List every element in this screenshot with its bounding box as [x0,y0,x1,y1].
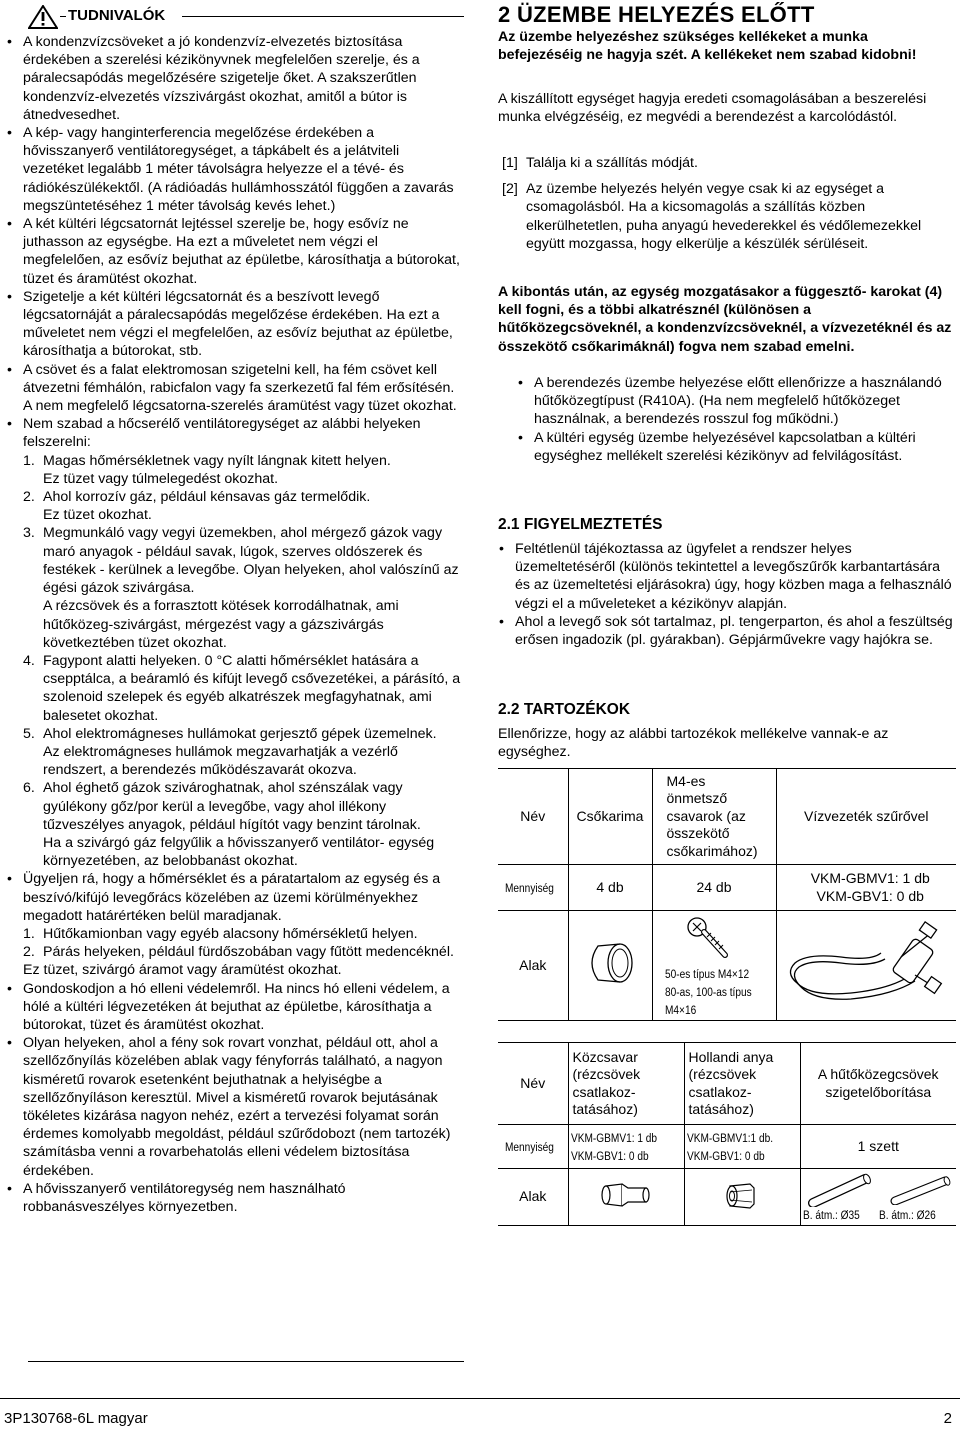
step-item: [2] Az üzembe helyezés helyén vegye csak ki az egységet a csomagolásból. Ha a kicsomagolás a szállítás közben elkerülhetetlen, puha anyagú hevederekkel és védőlemezekkel együtt mozgassa, hogy elkerülje a készülék sérüléseit. [502,181,922,252]
cell-shape-1 [568,1169,684,1226]
list-item: • Olyan helyeken, ahol a fény sok rovart vonzhat, például ott, ahol a szellőzőnyílás közelében ablak vagy fényforrás található, a nagyon kisméretű rovarok esetenként bejuthatnak a helyiségbe a szellőzőnyíláson keresztül. Mivel a kisméretű rovarok bejutásának tökéletes kizárása nagyon nehéz, ezért a tervezési folyamat során érdemes komolyabb megoldást, például szűrődobozt (nem tartozék) számításba venni a rovarbehatolás elleni védelem biztosítása érdekében. [7,1035,451,1179]
screw-notes: 50-es típus M4×12 80-as, 100-as típus M4×16 [664,969,752,1017]
tube-note-35: B. átm.: Ø35 [802,1210,860,1222]
cell-qty-2: VKM-GBMV1:1 db. VKM-GBV1: 0 db [684,1125,800,1169]
list-item: • Ügyeljen rá, hogy a hőmérséklet és a páratartalom az egység és a beszívó/kifújó levegőrács közelében az üzemi körülményekhez megadott határértéken belül maradjanak. [7,871,441,924]
section-21-title: 2.1 FIGYELMEZTETÉS [498,516,663,533]
care-outro: Ez tüzet, szivárgó áramot vagy áramütést okozhat. [23,962,342,979]
section-2-title: 2 ÜZEMBE HELYEZÉS ELŐTT [498,2,815,27]
list-item: • A kültéri egység üzembe helyezésével kapcsolatban a kültéri egységhez mellékelt szerelési kézikönyv ad felvilágosítást. [518,429,916,464]
cell-shape-1 [568,911,652,1021]
cell-name-3: A hűtőközegcsövek szigetelőborítása [800,1043,956,1125]
warning-list [6,33,462,1216]
cell-qty-1: VKM-GBMV1: 1 db VKM-GBV1: 0 db [568,1125,684,1169]
list-item: • Szigetelje a két kültéri légcsatornát és a beszívott levegő légcsatornáját a páralecsapódás megelőzése érdekében. Ha ezt a műveletet nem végzi el megfelelően, az esővíz bejuthat az épületbe, károsíthatja a bútorokat, stb. [7,288,453,360]
numbered-item: 3. Megmunkáló vagy vegyi üzemekben, ahol mérgező gázok vagy maró anyagok - például savak, lúgok, szerves oldószerek és festékek - kerülnek a levegőbe. Olyan helyeken, ahol valószínű az égési gázok szivárgása. A rézcsövek és a forrasztott kötések korrodálhatnak, ami hűtőközeg-szivárgást, mérgezést vagy a gázszivárgás következtében tüzet okozhat. [23,525,459,651]
list-item: • Feltétlenül tájékoztassa az ügyfelet a rendszer helyes üzemeltetéséről (különös tekintettel a levegőszűrők karbantartására és az üzemeltetési eljárásokra) úgy, hogy közben maga a felhasználó végzi el a műveleteket a kézikönyv alapján. [499,541,952,612]
warning-bottom-rule [28,1361,464,1362]
insulation-tube-icon [807,1173,877,1207]
numbered-list [6,925,462,961]
header-rule-left [60,16,66,17]
tube-note-26: B. átm.: Ø26 [878,1210,936,1222]
cell-name-1: Közcsavar (rézcsövek csatlakoz-tatásához) [568,1043,684,1125]
numbered-item: 2. Párás helyeken, például fürdőszobában vagy fűtött medencéknél. [23,944,454,961]
list-item: • A két kültéri légcsatornát lejtéssel szerelje be, hogy esővíz ne juthasson az egységbe. Ha ezt a műveletet nem végzi el megfelelően, az esővíz bejuthat az épületbe, károsíthatja a bútorokat, tüzet és áramütést okozhat. [7,216,460,287]
section-2-bullets [498,374,954,465]
list-item: • A kép- vagy hanginterferencia megelőzése érdekében a hővisszanyerő ventilátoregységet, a tápkábelt és a jelátviteli vezetéket legalább 1 méter távolságra helyezze el a tévé- és rádiókészülékektől. (A rádióadás hullámhosszától függően a zavarás megszüntetéséhez 1 méter távolság kevés lehet.) [7,125,454,214]
row-label-qty: Mennyiség [498,865,568,911]
list-item: • A csövet és a falat elektromosan szigetelni kell, ha fém csövet kell átvezetni fémhálón, rabicfalon vagy fa szerkezetű fal fém erősítésén. A nem megfelelő légcsatorna-szerelés áramütést vagy tüzet okozhat. [7,361,457,415]
accessories-table-2 [498,1042,956,1226]
list-item: • Nem szabad a hőcserélő ventilátoregységet az alábbi helyeken felszerelni: [7,416,421,451]
list-item: • Gondoskodjon a hó elleni védelemről. Ha nincs hó elleni védelem, a hólé a kültéri légvezetéken át bejuthat az épületbe, károsíthatja a bútorokat, tüzet és áramütést okozhat. [7,980,450,1033]
cell-name-2: Hollandi anya (rézcsövek csatlakoz-tatásához) [684,1043,800,1125]
numbered-item: 4. Fagypont alatti helyeken. 0 °C alatti hőmérséklet hatására a csepptálca, a beáramló és kifújt levegő csővezetékei, a párásító, a szolenoid szelepek és egyéb alkatrészek megfagyhatnak, ami balesetet okozhat. [23,652,461,724]
section-2-bold-intro: Az üzembe helyezéshez szükséges kellékeket a munka befejezéséig ne hagyja szét. A kellékeket nem szabad kidobni! [498,29,917,64]
cell-shape-3 [776,911,956,1021]
numbered-item: 6. Ahol éghető gázok szivároghatnak, ahol szénszálak vagy gyúlékony gőz/por kerül a levegőbe, vagy ahol illékony tűzveszélyes anyagok, például hígítót vagy benzint tárolnak. Ha a szivárgó gáz felgyűlik a hővisszanyerő ventilátor- egység környezetében, az belobbanást okozhat. [23,780,435,870]
cell-qty-1: 4 db [568,865,652,911]
footer-rule [0,1398,960,1399]
flange-icon [580,937,640,989]
water-pipe-strainer-icon [781,913,951,1013]
row-label-shape: Alak [498,1169,568,1226]
warning-triangle-icon [28,5,58,29]
screw-icon [685,915,735,965]
cell-shape-2 [652,911,776,1021]
cell-qty-3: VKM-GBMV1: 1 db VKM-GBV1: 0 db [776,865,956,911]
numbered-item: 1. Magas hőmérsékletnek vagy nyílt lángnak kitett helyen. Ez tüzet vagy túlmelegedést okozhat. [23,452,391,487]
list-item: • Ahol a levegő sok sót tartalmaz, pl. tengerparton, és ahol a feszültség erősen ingadozik (pl. gyárakban). Gépjárművekre vagy hajókra se. [499,613,953,649]
cell-shape-3 [800,1169,956,1226]
numbered-item: 1. Hűtőkamionban vagy egyéb alacsony hőmérsékletű helyen. [23,925,418,942]
cell-name-2: M4-es önmetsző csavarok (az összekötő csőkarimához) [652,769,776,865]
warning-title: TUDNIVALÓK [68,7,166,24]
list-item: • A berendezés üzembe helyezése előtt ellenőrizze a használandó hűtőközegtípust (R410A). (Ha nem megfelelő hűtőközeget használnak, a berendezés rosszul fog működni.) [518,375,942,428]
accessories-table-1 [498,768,956,1021]
cell-name-3: Vízvezeték szűrővel [776,769,956,865]
insulation-tube-icon [889,1175,955,1205]
reducer-icon [598,1178,654,1212]
document-code: 3P130768-6L magyar [4,1410,148,1427]
cell-qty-3: 1 szett [800,1125,956,1169]
section-2-para: A kiszállított egységet hagyja eredeti csomagolásában a beszerelési munka elvégzéséig, ez megvédi a berendezést a karcolódástól. [498,91,927,126]
numbered-item: 5. Ahol elektromágneses hullámokat gerjesztő gépek üzemelnek. Az elektromágneses hullámok megzavarhatják a vezérlő rendszert, a berendezés működészavarát okozva. [23,725,437,779]
row-label-name: Név [498,1043,568,1125]
list-item: • A kondenzvízcsöveket a jó kondenzvíz-elvezetés biztosítása érdekében a szerelési kézikönyvnek megfelelően szerelje, és a páralecsapódás megelőzésére szigetelje őket. A szakszerűtlen kondenzvíz-elvezetés vízszivárgást okozhat, amitől a bútor is átnedvesedhet. [7,34,420,123]
numbered-list [6,452,462,871]
list-item: • A hővisszanyerő ventilátoregység nem használható robbanásveszélyes környezetben. [7,1180,346,1215]
cell-shape-2 [684,1169,800,1226]
section-21-bullets [498,540,954,649]
numbered-item: 2. Ahol korrozív gáz, például kénsavas gáz termelődik. Ez tüzet okozhat. [23,489,371,524]
flare-nut-icon [724,1178,760,1212]
row-label-shape: Alak [498,911,568,1021]
row-label-qty: Mennyiség [498,1125,568,1169]
section-22-title: 2.2 TARTOZÉKOK [498,701,631,718]
section-22-intro: Ellenőrizze, hogy az alábbi tartozékok mellékelve vannak-e az egységhez. [498,726,889,761]
cell-qty-2: 24 db [652,865,776,911]
section-2-bold-para: A kibontás után, az egység mozgatásakor a függesztő- karokat (4) kell fogni, és a többi alkatrésznél (különösen a hűtőközegcsöveknél, a kondenzvízcsöveknél, a vízvezetéknél és az összekötő csőkarimáknál) fogva nem szabad emelni. [498,284,952,355]
header-rule-right [182,16,464,17]
warning-header [28,5,464,29]
row-label-name: Név [498,769,568,865]
section-2-steps [498,154,954,253]
step-item: [1] Találja ki a szállítás módját. [502,155,698,171]
cell-name-1: Csőkarima [568,769,652,865]
page-number: 2 [943,1410,952,1427]
